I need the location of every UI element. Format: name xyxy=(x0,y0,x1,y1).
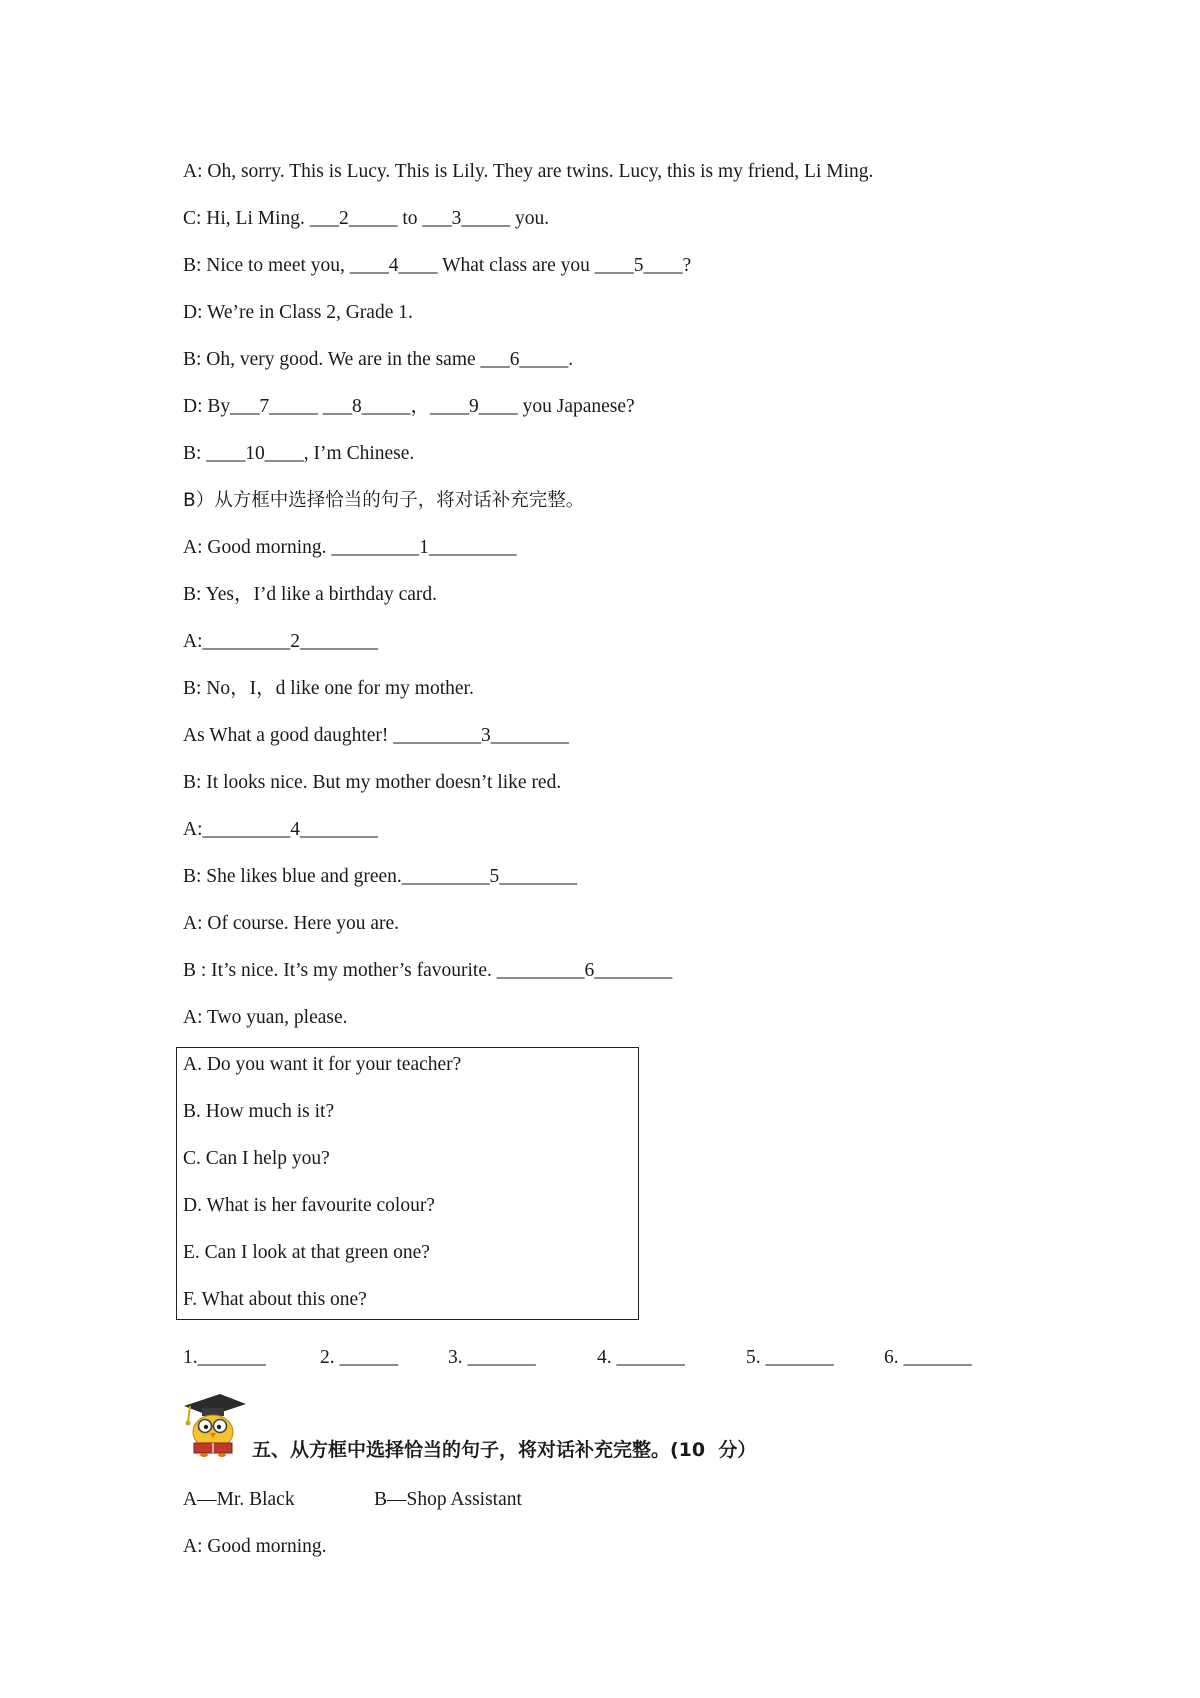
part-b-instruction: B）从方框中选择恰当的句子，将对话补充完整。 xyxy=(183,490,585,511)
option-c: C. Can I help you? xyxy=(183,1148,330,1169)
section-5-heading: 五、从方框中选择恰当的句子，将对话补充完整。(10 分） xyxy=(252,1439,757,1461)
option-f: F. What about this one? xyxy=(183,1289,367,1310)
dialogue-line: A:_________2________ xyxy=(183,631,378,652)
answer-blank-4[interactable]: 4. _______ xyxy=(597,1347,685,1368)
options-box xyxy=(176,1047,639,1320)
answer-blank-6[interactable]: 6. _______ xyxy=(884,1347,972,1368)
answer-blank-1[interactable]: 1._______ xyxy=(183,1347,266,1368)
role-a: A—Mr. Black xyxy=(183,1489,295,1510)
answer-blank-5[interactable]: 5. _______ xyxy=(746,1347,834,1368)
dialogue-line: A: Of course. Here you are. xyxy=(183,913,400,934)
dialogue-line: B : It’s nice. It’s my mother’s favourite. _________6________ xyxy=(183,960,673,981)
dialogue-line: A: Good morning. _________1_________ xyxy=(183,537,517,558)
owl-scholar-icon xyxy=(180,1388,248,1458)
dialogue-line: C: Hi, Li Ming. ___2_____ to ___3_____ you. xyxy=(183,208,550,229)
role-b: B—Shop Assistant xyxy=(374,1489,522,1510)
dialogue-line: B: Nice to meet you, ____4____ What class are you ____5____? xyxy=(183,255,692,276)
dialogue-line: A: Two yuan, please. xyxy=(183,1007,348,1028)
dialogue-line: A: Good morning. xyxy=(183,1536,327,1557)
dialogue-line: D: We’re in Class 2, Grade 1. xyxy=(183,302,413,323)
option-a: A. Do you want it for your teacher? xyxy=(183,1054,462,1075)
option-e: E. Can I look at that green one? xyxy=(183,1242,430,1263)
dialogue-line: B: Yes，I’d like a birthday card. xyxy=(183,584,437,605)
dialogue-line: B: No，I，d like one for my mother. xyxy=(183,678,474,699)
dialogue-line: B: It looks nice. But my mother doesn’t like red. xyxy=(183,772,562,793)
dialogue-line: B: ____10____, I’m Chinese. xyxy=(183,443,415,464)
answer-blank-2[interactable]: 2. ______ xyxy=(320,1347,398,1368)
dialogue-line: D: By___7_____ ___8_____，____9____ you Japanese? xyxy=(183,396,635,417)
dialogue-line: As What a good daughter! _________3________ xyxy=(183,725,569,746)
answer-row xyxy=(0,1346,1200,1370)
dialogue-line: A: Oh, sorry. This is Lucy. This is Lily. They are twins. Lucy, this is my friend, Li Ming. xyxy=(183,161,874,182)
option-b: B. How much is it? xyxy=(183,1101,335,1122)
option-d: D. What is her favourite colour? xyxy=(183,1195,435,1216)
dialogue-line: B: She likes blue and green._________5________ xyxy=(183,866,578,887)
answer-blank-3[interactable]: 3. _______ xyxy=(448,1347,536,1368)
dialogue-line: A:_________4________ xyxy=(183,819,378,840)
dialogue-line: B: Oh, very good. We are in the same ___6_____. xyxy=(183,349,574,370)
roles-row xyxy=(0,1488,1200,1512)
